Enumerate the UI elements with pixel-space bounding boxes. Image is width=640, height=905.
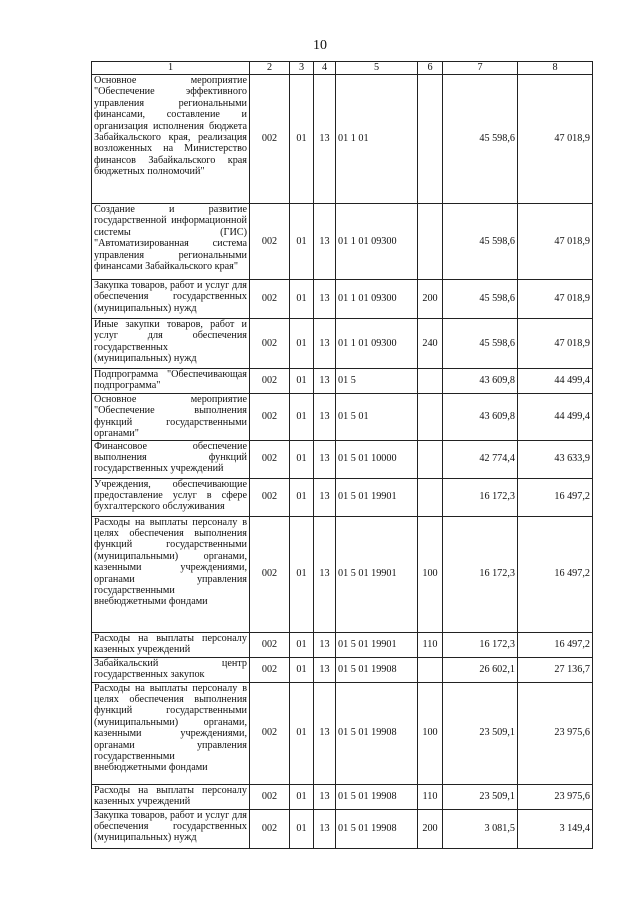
cell-section: 01	[290, 75, 314, 204]
page-number: 10	[313, 38, 327, 53]
cell-target-article: 01 5 01 19901	[336, 516, 418, 632]
table-row	[92, 516, 593, 632]
cell-admin-code: 002	[250, 204, 290, 280]
cell-admin-code: 002	[250, 682, 290, 784]
header-col-5: 5	[336, 62, 418, 75]
cell-amount-col7: 23 509,1	[443, 682, 518, 784]
table-header-row	[92, 62, 593, 75]
cell-admin-code: 002	[250, 319, 290, 369]
cell-subsection: 13	[314, 809, 336, 848]
cell-amount-col7: 45 598,6	[443, 280, 518, 319]
cell-subsection: 13	[314, 657, 336, 682]
cell-section: 01	[290, 632, 314, 657]
cell-expense-type: 240	[418, 319, 443, 369]
cell-section: 01	[290, 440, 314, 478]
cell-expense-type	[418, 478, 443, 516]
cell-subsection: 13	[314, 319, 336, 369]
cell-amount-col8: 23 975,6	[518, 682, 593, 784]
cell-expense-type	[418, 440, 443, 478]
cell-amount-col8: 43 633,9	[518, 440, 593, 478]
cell-amount-col8: 16 497,2	[518, 478, 593, 516]
header-col-3: 3	[290, 62, 314, 75]
cell-subsection: 13	[314, 516, 336, 632]
cell-item-name: Создание и развитие государственной информационной системы (ГИС) "Автоматизированная система управления региональными финансами Забайкальского края"	[92, 204, 250, 280]
cell-item-name: Основное мероприятие "Обеспечение выполнения функций государственными органами"	[92, 394, 250, 441]
cell-item-name: Расходы на выплаты персоналу в целях обеспечения выполнения функций государственными (муниципальными) органами, казенными учреждениями, органами управления государственными внебюджетными фондами	[92, 682, 250, 784]
cell-subsection: 13	[314, 394, 336, 441]
cell-target-article: 01 5 01 19901	[336, 632, 418, 657]
cell-expense-type	[418, 657, 443, 682]
cell-section: 01	[290, 657, 314, 682]
cell-section: 01	[290, 394, 314, 441]
cell-amount-col8: 44 499,4	[518, 369, 593, 394]
cell-subsection: 13	[314, 75, 336, 204]
cell-target-article: 01 5 01 19908	[336, 784, 418, 809]
table-row	[92, 682, 593, 784]
cell-amount-col7: 16 172,3	[443, 478, 518, 516]
header-col-6: 6	[418, 62, 443, 75]
cell-subsection: 13	[314, 204, 336, 280]
cell-section: 01	[290, 280, 314, 319]
cell-subsection: 13	[314, 682, 336, 784]
cell-admin-code: 002	[250, 369, 290, 394]
cell-item-name: Забайкальский центр государственных закупок	[92, 657, 250, 682]
cell-target-article: 01 5	[336, 369, 418, 394]
cell-expense-type	[418, 204, 443, 280]
table-row	[92, 204, 593, 280]
cell-target-article: 01 5 01 19901	[336, 478, 418, 516]
cell-admin-code: 002	[250, 394, 290, 441]
cell-expense-type	[418, 75, 443, 204]
cell-item-name: Закупка товаров, работ и услуг для обеспечения государственных (муниципальных) нужд	[92, 809, 250, 848]
table-row	[92, 478, 593, 516]
cell-section: 01	[290, 478, 314, 516]
cell-expense-type: 110	[418, 784, 443, 809]
table-row	[92, 394, 593, 441]
cell-section: 01	[290, 204, 314, 280]
cell-amount-col7: 23 509,1	[443, 784, 518, 809]
cell-expense-type: 100	[418, 516, 443, 632]
cell-amount-col8: 44 499,4	[518, 394, 593, 441]
cell-amount-col7: 43 609,8	[443, 394, 518, 441]
cell-admin-code: 002	[250, 632, 290, 657]
cell-section: 01	[290, 516, 314, 632]
header-col-8: 8	[518, 62, 593, 75]
cell-section: 01	[290, 369, 314, 394]
cell-item-name: Закупка товаров, работ и услуг для обеспечения государственных (муниципальных) нужд	[92, 280, 250, 319]
header-col-4: 4	[314, 62, 336, 75]
cell-admin-code: 002	[250, 657, 290, 682]
cell-admin-code: 002	[250, 784, 290, 809]
cell-section: 01	[290, 682, 314, 784]
cell-subsection: 13	[314, 280, 336, 319]
cell-admin-code: 002	[250, 440, 290, 478]
cell-amount-col8: 47 018,9	[518, 280, 593, 319]
cell-target-article: 01 5 01 19908	[336, 809, 418, 848]
cell-amount-col7: 3 081,5	[443, 809, 518, 848]
cell-subsection: 13	[314, 632, 336, 657]
cell-admin-code: 002	[250, 516, 290, 632]
cell-item-name: Подпрограмма "Обеспечивающая подпрограмма"	[92, 369, 250, 394]
cell-admin-code: 002	[250, 809, 290, 848]
cell-subsection: 13	[314, 478, 336, 516]
cell-expense-type: 200	[418, 280, 443, 319]
cell-amount-col8: 47 018,9	[518, 204, 593, 280]
table-row	[92, 809, 593, 848]
cell-target-article: 01 5 01 10000	[336, 440, 418, 478]
cell-amount-col7: 42 774,4	[443, 440, 518, 478]
cell-amount-col7: 26 602,1	[443, 657, 518, 682]
cell-section: 01	[290, 784, 314, 809]
cell-amount-col7: 16 172,3	[443, 632, 518, 657]
cell-amount-col7: 45 598,6	[443, 75, 518, 204]
table-row	[92, 784, 593, 809]
table-row	[92, 75, 593, 204]
cell-admin-code: 002	[250, 478, 290, 516]
table-row	[92, 657, 593, 682]
header-col-1: 1	[92, 62, 250, 75]
cell-amount-col8: 23 975,6	[518, 784, 593, 809]
cell-amount-col7: 43 609,8	[443, 369, 518, 394]
cell-expense-type: 110	[418, 632, 443, 657]
cell-admin-code: 002	[250, 75, 290, 204]
cell-target-article: 01 1 01 09300	[336, 280, 418, 319]
cell-item-name: Расходы на выплаты персоналу казенных учреждений	[92, 784, 250, 809]
cell-amount-col8: 27 136,7	[518, 657, 593, 682]
table-row	[92, 632, 593, 657]
cell-expense-type: 200	[418, 809, 443, 848]
cell-admin-code: 002	[250, 280, 290, 319]
cell-target-article: 01 1 01 09300	[336, 204, 418, 280]
cell-target-article: 01 5 01	[336, 394, 418, 441]
cell-target-article: 01 1 01 09300	[336, 319, 418, 369]
cell-item-name: Иные закупки товаров, работ и услуг для обеспечения государственных (муниципальных) нужд	[92, 319, 250, 369]
cell-item-name: Учреждения, обеспечивающие предоставление услуг в сфере бухгалтерского обслуживания	[92, 478, 250, 516]
cell-expense-type: 100	[418, 682, 443, 784]
cell-amount-col8: 16 497,2	[518, 632, 593, 657]
table-row	[92, 280, 593, 319]
cell-target-article: 01 5 01 19908	[336, 657, 418, 682]
cell-section: 01	[290, 809, 314, 848]
header-col-2: 2	[250, 62, 290, 75]
cell-amount-col8: 3 149,4	[518, 809, 593, 848]
cell-section: 01	[290, 319, 314, 369]
table-row	[92, 369, 593, 394]
cell-amount-col7: 45 598,6	[443, 204, 518, 280]
cell-subsection: 13	[314, 784, 336, 809]
cell-item-name: Основное мероприятие "Обеспечение эффективного управления региональными финансами, составление и организация исполнения бюджета Забайкальского края, реализация возложенных на Министерство финансов Забайкальского края бюджетных полномочий"	[92, 75, 250, 204]
cell-amount-col7: 16 172,3	[443, 516, 518, 632]
table-row	[92, 319, 593, 369]
cell-item-name: Расходы на выплаты персоналу казенных учреждений	[92, 632, 250, 657]
cell-amount-col8: 47 018,9	[518, 75, 593, 204]
cell-expense-type	[418, 369, 443, 394]
cell-item-name: Расходы на выплаты персоналу в целях обеспечения выполнения функций государственными (муниципальными) органами, казенными учреждениями, органами управления государственными внебюджетными фондами	[92, 516, 250, 632]
budget-table	[91, 61, 593, 849]
cell-subsection: 13	[314, 369, 336, 394]
cell-subsection: 13	[314, 440, 336, 478]
cell-target-article: 01 1 01	[336, 75, 418, 204]
cell-amount-col8: 16 497,2	[518, 516, 593, 632]
header-col-7: 7	[443, 62, 518, 75]
cell-expense-type	[418, 394, 443, 441]
cell-amount-col7: 45 598,6	[443, 319, 518, 369]
cell-target-article: 01 5 01 19908	[336, 682, 418, 784]
cell-amount-col8: 47 018,9	[518, 319, 593, 369]
cell-item-name: Финансовое обеспечение выполнения функций государственных учреждений	[92, 440, 250, 478]
table-row	[92, 440, 593, 478]
